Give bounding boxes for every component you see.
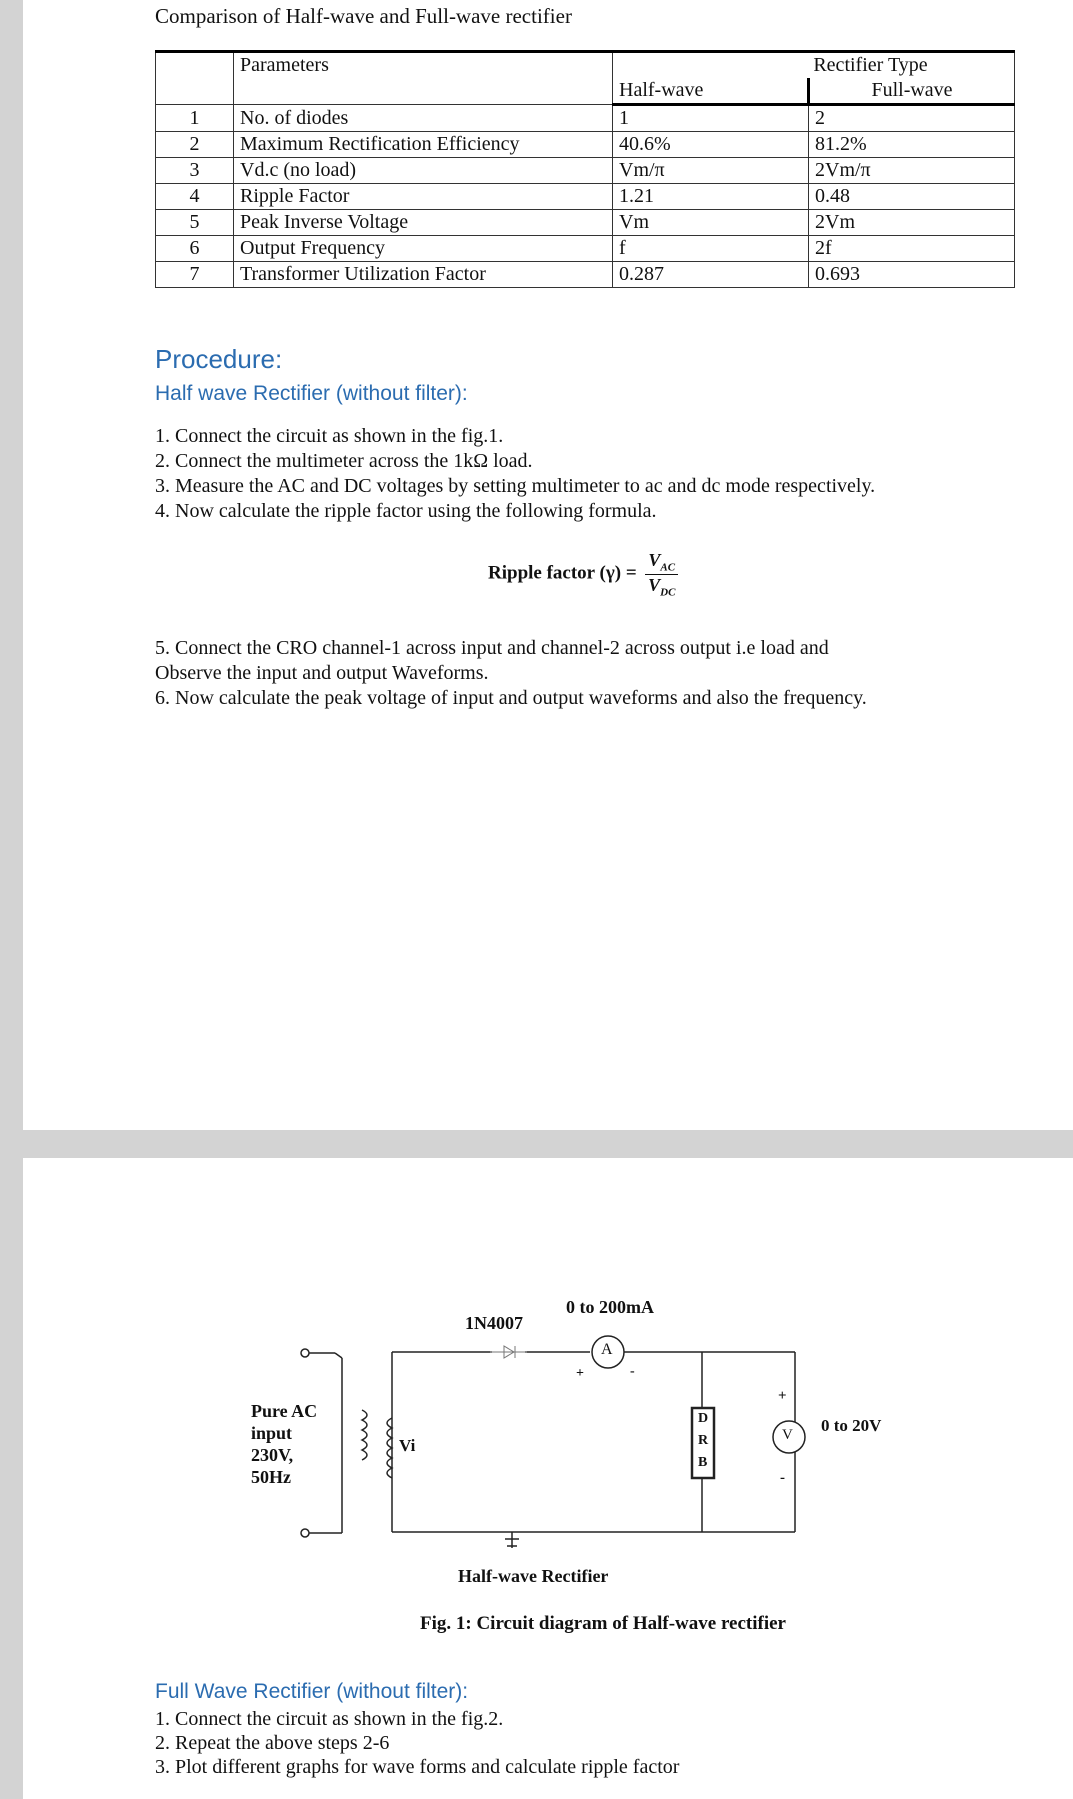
voltmeter-range-label: 0 to 20V (821, 1416, 882, 1435)
fw-step-1: 1. Connect the circuit as shown in the fig.2. (155, 1708, 504, 1730)
fw-step-2: 2. Repeat the above steps 2-6 (155, 1732, 390, 1754)
cell-num: 1 (156, 105, 234, 132)
cell-param: Vd.c (no load) (234, 158, 613, 184)
cell-full: 0.693 (809, 262, 1015, 288)
cell-num: 2 (156, 132, 234, 158)
full-wave-heading: Full Wave Rectifier (without filter): (155, 1680, 469, 1703)
cell-num: 6 (156, 236, 234, 262)
cell-full: 2 (809, 105, 1015, 132)
cell-half: 1 (613, 105, 809, 132)
formula-fraction: $\frac{V_{AC}}{V_{DC}}$ (645, 550, 678, 598)
cell-num: 4 (156, 184, 234, 210)
step-6: 6. Now calculate the peak voltage of input and output waveforms and also the frequency. (155, 687, 867, 709)
page-title: Comparison of Half-wave and Full-wave rectifier (155, 4, 572, 28)
step-1: 1. Connect the circuit as shown in the fig.1. (155, 425, 504, 447)
voltmeter-plus: + (778, 1388, 787, 1404)
cell-half: f (613, 236, 809, 262)
transformer-primary (362, 1410, 367, 1460)
voltmeter-letter: V (782, 1427, 793, 1443)
cell-full: 0.48 (809, 184, 1015, 210)
cell-param: Maximum Rectification Efficiency (234, 132, 613, 158)
terminal-top (301, 1349, 309, 1357)
cell-param: No. of diodes (234, 105, 613, 132)
cell-num: 5 (156, 210, 234, 236)
header-full-wave: Full-wave (809, 78, 1015, 105)
ammeter-letter: A (601, 1341, 613, 1358)
cell-half: Vm/π (613, 158, 809, 184)
cell-half: 1.21 (613, 184, 809, 210)
cell-half: Vm (613, 210, 809, 236)
diode-label: 1N4007 (465, 1313, 523, 1333)
cell-half: 40.6% (613, 132, 809, 158)
header-parameters: Parameters (234, 52, 613, 105)
voltmeter-minus: - (780, 1470, 785, 1486)
step-3: 3. Measure the AC and DC voltages by setting multimeter to ac and dc mode respectively. (155, 475, 876, 497)
procedure-heading: Procedure: (155, 344, 283, 374)
ammeter-range-label: 0 to 200mA (566, 1297, 654, 1317)
cell-full: 2Vm (809, 210, 1015, 236)
cell-param: Transformer Utilization Factor (234, 262, 613, 288)
full-wave-steps (155, 1707, 679, 1779)
step-2: 2. Connect the multimeter across the 1kΩ load. (155, 450, 533, 472)
formula-label: Ripple factor (γ) = (488, 562, 637, 584)
fw-step-3: 3. Plot different graphs for wave forms and calculate ripple factor (155, 1756, 680, 1778)
cell-full: 81.2% (809, 132, 1015, 158)
cell-full: 2f (809, 236, 1015, 262)
source-label: Pure AC input 230V, 50Hz (251, 1401, 318, 1487)
vi-label: Vi (399, 1436, 416, 1455)
circuit-title: Half-wave Rectifier (458, 1566, 609, 1586)
header-rectifier-type: Rectifier Type (613, 52, 1015, 79)
cell-num: 7 (156, 262, 234, 288)
figure-caption: Fig. 1: Circuit diagram of Half-wave rectifier (420, 1613, 786, 1634)
cell-half: 0.287 (613, 262, 809, 288)
cell-param: Output Frequency (234, 236, 613, 262)
cell-param: Peak Inverse Voltage (234, 210, 613, 236)
cell-param: Ripple Factor (234, 184, 613, 210)
cell-full: 2Vm/π (809, 158, 1015, 184)
ammeter-plus: + (576, 1366, 584, 1381)
terminal-bottom (301, 1529, 309, 1537)
step-5: 5. Connect the CRO channel-1 across input and channel-2 across output i.e load and (155, 637, 829, 659)
header-half-wave: Half-wave (613, 78, 809, 105)
half-wave-heading: Half wave Rectifier (without filter): (155, 382, 468, 405)
drb-label: D R B (698, 1411, 709, 1470)
step-5-cont: Observe the input and output Waveforms. (155, 662, 489, 684)
ammeter-minus: - (630, 1364, 635, 1379)
cell-num: 3 (156, 158, 234, 184)
step-4: 4. Now calculate the ripple factor using the following formula. (155, 500, 657, 522)
